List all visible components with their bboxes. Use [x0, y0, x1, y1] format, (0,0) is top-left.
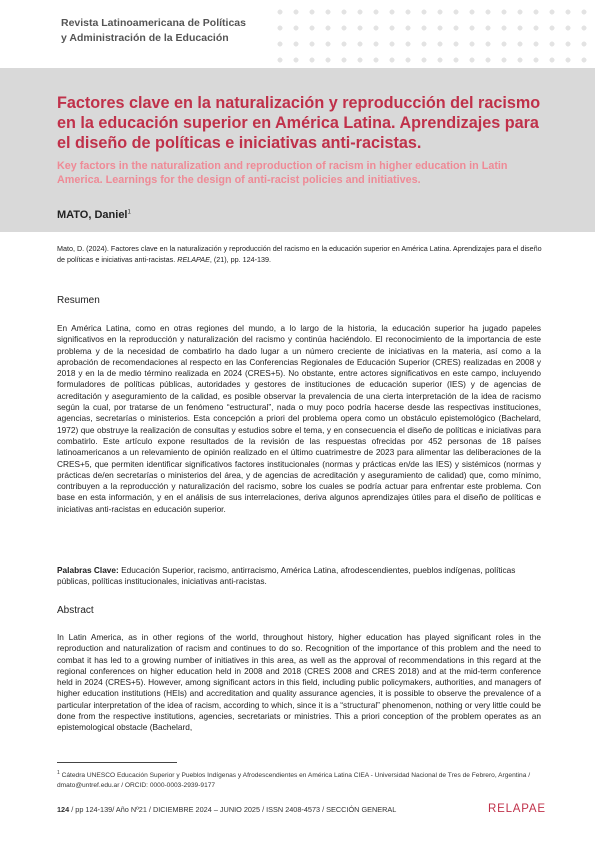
- author-name-text: MATO, Daniel: [57, 209, 128, 221]
- citation-journal: RELAPAE: [177, 254, 210, 264]
- journal-name-line-2: y Administración de la Educación: [61, 32, 229, 44]
- dot-pattern-decoration: [272, 4, 590, 66]
- citation-tail: , (21), pp. 124-139.: [209, 254, 272, 264]
- article-title-english: Key factors in the naturalization and reproduction of racism in higher education in Latin America. Learnings for the design of anti-racist policies and initiatives.: [57, 160, 508, 186]
- footer-text: / pp 124-139/ Año Nº21 / DICIEMBRE 2024 – JUNIO 2025 / ISSN 2408-4573 / SECCIÓN GENERAL: [69, 805, 397, 814]
- journal-name-line-1: Revista Latinoamericana de Políticas: [61, 17, 246, 29]
- relapae-logo: RELAPAE: [488, 803, 546, 815]
- author-footnote-mark: 1: [127, 209, 131, 216]
- keywords-text: Educación Superior, racismo, antirracismo, América Latina, afrodescendientes, pueblos indígenas, políticas públicas, políticas institucionales, iniciativas anti-racistas.: [57, 565, 516, 587]
- citation-block: [57, 244, 544, 265]
- page-number: 124: [57, 805, 70, 814]
- article-title-spanish: Factores clave en la naturalización y reproducción del racismo en la educación superior en América Latina. Aprendizajes para el diseño de políticas e iniciativas anti-racistas.: [57, 94, 541, 152]
- author-name: [57, 209, 131, 221]
- keywords: [57, 565, 541, 588]
- footnote: [57, 768, 544, 791]
- resumen-heading: Resumen: [57, 295, 100, 306]
- resumen-body: En América Latina, como en otras regiones del mundo, a lo largo de la historia, la educación superior ha jugado papeles significativos en la reproducción y naturalización del racismo y continúa haciéndolo. El reconocimiento de la importancia de este problema y de la necesidad de combatirlo ha dado lugar a un número creciente de iniciativas en la materia, así como a la aprobación de recomendaciones al respecto en las Conferencias Regionales de Educación Superior (CRES) realizadas en 2008 y 2018 y en la de medio término realizada en 2024 (CRES+5). No obstante, entre actores significativos en este campo, incluyendo formuladores de políticas públicas, autoridades y gestores de instituciones de educación superior (IES) y de agencias de acreditación y aseguramiento de la calidad, es posible observar la prevalencia de una cierta interpretación de la idea de racismo según la cual, por tratarse de un fenómeno “estructural”, nada o muy poco podría hacerse desde las respectivas instituciones, agencias, secretarías o ministerios. Esta concepción a priori del problema opera como un obstáculo epistemológico (Bachelard, 1972) que obstruye la realización de consultas y estudios sobre el tema, y en consecuencia el diseño de políticas e iniciativas para combatirlo. Este artículo expone resultados de la revisión de las respuestas ofrecidas por 452 personas de 18 países latinoamericanos a un relevamiento de opinión realizado en el último cuatrimestre de 2023 para alimentar las deliberaciones de la CRES+5, que permiten identificar significativos factores institucionales (normas y prácticas en/de las IES) y sistémicos (normas y prácticas de/en secretarías o ministerios del área, y de agencias de acreditación y aseguramiento de calidad) que, como mínimo, contribuyen a la reproducción y naturalización del racismo, sobre los cuales se podría actuar para enfrentar este problema. Con base en esta información, y en el análisis de sus interrelaciones, deriva algunos aprendizajes útiles para el diseño de políticas e iniciativas anti-racistas en educación superior.: [57, 323, 541, 514]
- abstract-body: In Latin America, as in other regions of the world, throughout history, higher education has played significant roles in the reproduction and naturalization of racism and continues to do so. Recognition of the importance of this problem and the need to combat it has led to a growing number of initiatives in this area, as well as the approval of recommendations in this regard at the regional conferences on higher education held in 2008 and 2018 (CRES 2008 and CRES 2018) and at the mid-term conference held in 2024 (CRES+5). However, among significant actors in this field, including public policymakers, authorities, and managers of higher education institutions (HEIs) and accreditation and quality assurance agencies, it is possible to observe the prevalence of a particular interpretation of the idea of racism, according to which, since it is a “structural” phenomenon, nothing or very little could be done from the respective institutions, agencies, secretariats or ministries. This a priori conception of the problem operates as an epistemological obstacle (Bachelard,: [57, 632, 541, 733]
- keywords-label: Palabras Clave:: [57, 565, 119, 575]
- citation-text: Mato, D. (2024). Factores clave en la naturalización y reproducción del racismo en la educación superior en América Latina. Aprendizajes para el diseño de políticas e iniciativas anti-racistas.: [57, 244, 542, 264]
- footnote-mark: 1: [57, 770, 60, 776]
- footnote-divider: [57, 762, 177, 763]
- footnote-text: Cátedra UNESCO Educación Superior y Pueblos Indígenas y Afrodescendientes en América Latina CIEA - Universidad Nacional de Tres de Febrero, Argentina / dmato@untref.edu.ar / ORCID: 0000-0003-2939-9177: [57, 772, 531, 790]
- journal-name: [61, 16, 246, 46]
- abstract-heading: Abstract: [57, 605, 94, 616]
- page-footer: [57, 805, 396, 814]
